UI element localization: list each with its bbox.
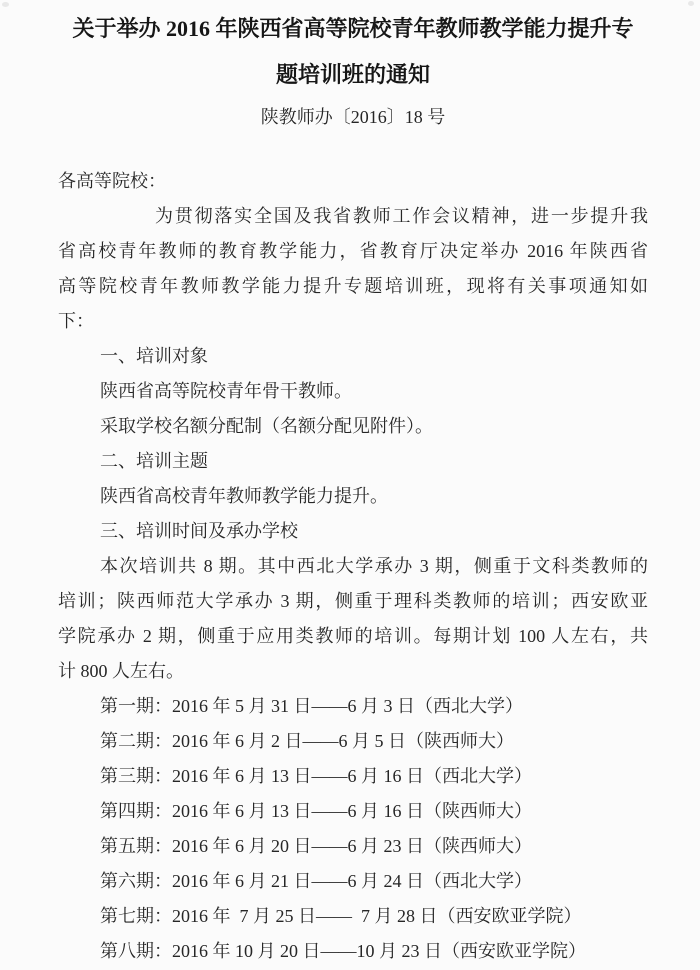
schedule-line-3: 第三期：2016 年 6 月 13 日——6 月 16 日（西北大学）: [100, 766, 532, 786]
intro-line-4: 下：: [58, 311, 94, 331]
intro-line-3: 高等院校青年教师教学能力提升专题培训班，现将有关事项通知如: [58, 276, 648, 296]
section-3-para-line-4: 计 800 人左右。: [58, 661, 184, 681]
section-3-para-line-2: 培训；陕西师范大学承办 3 期，侧重于理科类教师的培训；西安欧亚: [58, 591, 648, 611]
intro-line-2: 省高校青年教师的教育教学能力，省教育厅决定举办 2016 年陕西省: [58, 241, 648, 261]
schedule-line-6: 第六期：2016 年 6 月 21 日——6 月 24 日（西北大学）: [100, 871, 532, 891]
section-3-heading: 三、培训时间及承办学校: [100, 521, 298, 541]
salutation: 各高等院校：: [58, 171, 166, 191]
section-2-heading: 二、培训主题: [100, 451, 208, 471]
title-line-2: 题培训班的通知: [275, 62, 430, 87]
schedule-line-5: 第五期：2016 年 6 月 20 日——6 月 23 日（陕西师大）: [100, 836, 532, 856]
document-body: [58, 164, 648, 969]
section-1-line-1: 陕西省高等院校青年骨干教师。: [100, 381, 352, 401]
scan-smudge: [2, 2, 9, 7]
intro-line-1: 为贯彻落实全国及我省教师工作会议精神，进一步提升我: [155, 206, 648, 226]
schedule-line-2: 第二期：2016 年 6 月 2 日——6 月 5 日（陕西师大）: [100, 731, 514, 751]
section-1-heading: 一、培训对象: [100, 346, 208, 366]
section-2-line-1: 陕西省高校青年教师教学能力提升。: [100, 486, 388, 506]
section-3-para-line-3: 学院承办 2 期，侧重于应用类教师的培训。每期计划 100 人左右，共: [58, 626, 648, 646]
document-title: [58, 6, 648, 98]
section-1-line-2: 采取学校名额分配制（名额分配见附件）。: [100, 416, 433, 436]
scan-smudge: [688, 1, 694, 6]
section-3-para-line-1: 本次培训共 8 期。其中西北大学承办 3 期，侧重于文科类教师的: [100, 556, 648, 576]
document-number: 陕教师办〔2016〕18 号: [260, 107, 446, 127]
title-line-1: 关于举办 2016 年陕西省高等院校青年教师教学能力提升专: [72, 16, 634, 41]
schedule-line-7: 第七期：2016 年 7 月 25 日—— 7 月 28 日（西安欧亚学院）: [100, 906, 582, 926]
schedule-line-1: 第一期：2016 年 5 月 31 日——6 月 3 日（西北大学）: [100, 696, 523, 716]
schedule-line-4: 第四期：2016 年 6 月 13 日——6 月 16 日（陕西师大）: [100, 801, 532, 821]
schedule-line-8: 第八期：2016 年 10 月 20 日——10 月 23 日（西安欧亚学院）: [100, 941, 586, 961]
